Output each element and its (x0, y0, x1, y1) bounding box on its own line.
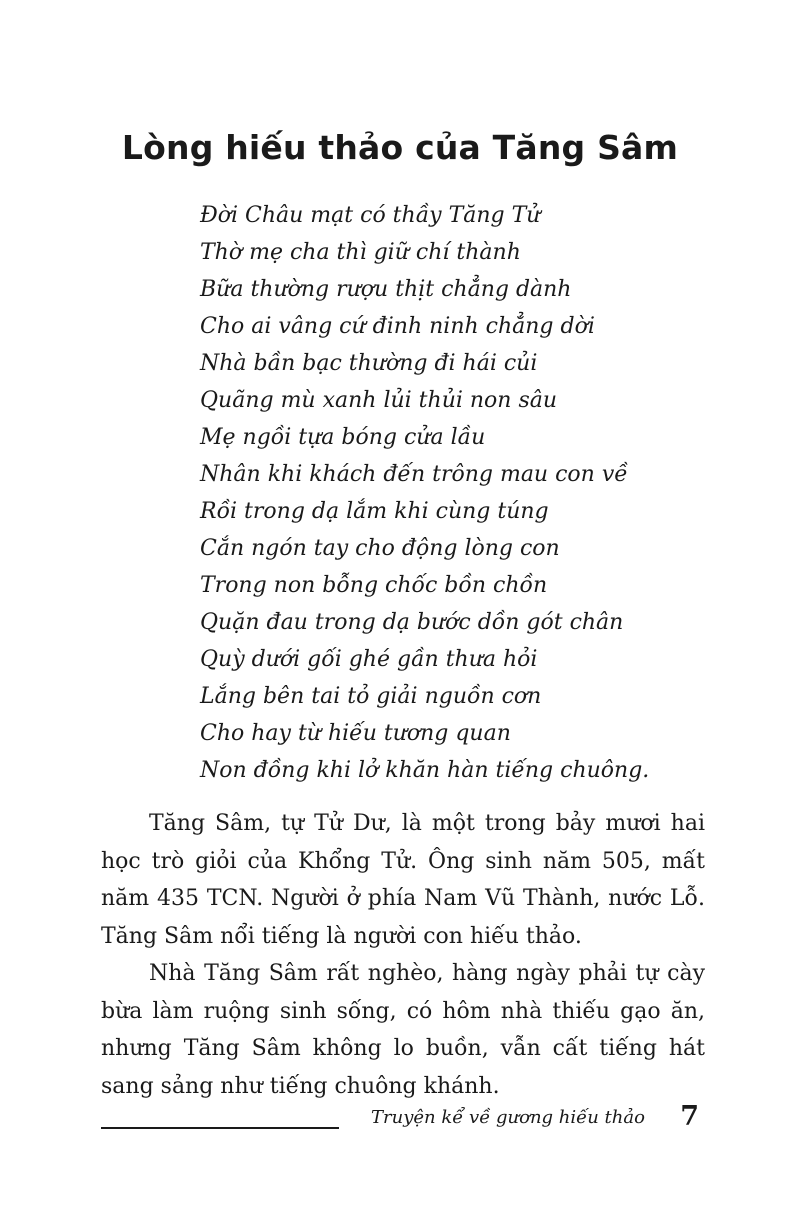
poem-line: Nhà bần bạc thường đi hái củi (200, 351, 538, 376)
poem (200, 197, 649, 789)
poem-line: Quặn đau trong dạ bước dồn gót chân (200, 610, 624, 635)
story-title: Lòng hiếu thảo của Tăng Sâm (121, 128, 679, 167)
poem-line: Thờ mẹ cha thì giữ chí thành (200, 240, 521, 265)
poem-line: Cho ai vâng cứ đinh ninh chẳng dời (200, 314, 595, 339)
poem-line: Nhân khi khách đến trông mau con về (200, 462, 628, 487)
poem-line: Quỳ dưới gối ghé gần thưa hỏi (200, 647, 538, 672)
poem-line: Trong non bỗng chốc bồn chồn (200, 573, 548, 598)
poem-line: Quãng mù xanh lủi thủi non sâu (200, 388, 558, 413)
page-number: 7 (680, 1101, 699, 1132)
poem-line: Rồi trong dạ lắm khi cùng túng (200, 499, 549, 524)
poem-line: Bữa thường rượu thịt chẳng dành (200, 277, 572, 302)
poem-line: Đời Châu mạt có thầy Tăng Tử (200, 203, 541, 228)
paragraph-biography: Tăng Sâm, tự Tử Dư, là một trong bảy mươi hai học trò giỏi của Khổng Tử. Ông sinh năm 505, mất năm 435 TCN. Người ở phía Nam Vũ Thành, nước Lỗ. Tăng Sâm nổi tiếng là người con hiếu thảo. (101, 811, 705, 949)
poem-line: Lắng bên tai tỏ giải nguồn cơn (200, 684, 542, 709)
poem-line: Cắn ngón tay cho động lòng con (200, 536, 560, 561)
poem-line: Non đồng khi lở khăn hàn tiếng chuông. (200, 758, 650, 783)
poem-line: Cho hay từ hiếu tương quan (200, 721, 511, 746)
footer-divider (101, 1127, 339, 1129)
page-footer (101, 1101, 711, 1145)
poem-line: Mẹ ngồi tựa bóng cửa lầu (200, 425, 486, 450)
running-footer-title: Truyện kể về gương hiếu thảo (371, 1107, 645, 1128)
paragraph-poverty: Nhà Tăng Sâm rất nghèo, hàng ngày phải tự cày bừa làm ruộng sinh sống, có hôm nhà thiếu gạo ăn, nhưng Tăng Sâm không lo buồn, vẫn cất tiếng hát sang sảng như tiếng chuông khánh. (101, 961, 705, 1099)
